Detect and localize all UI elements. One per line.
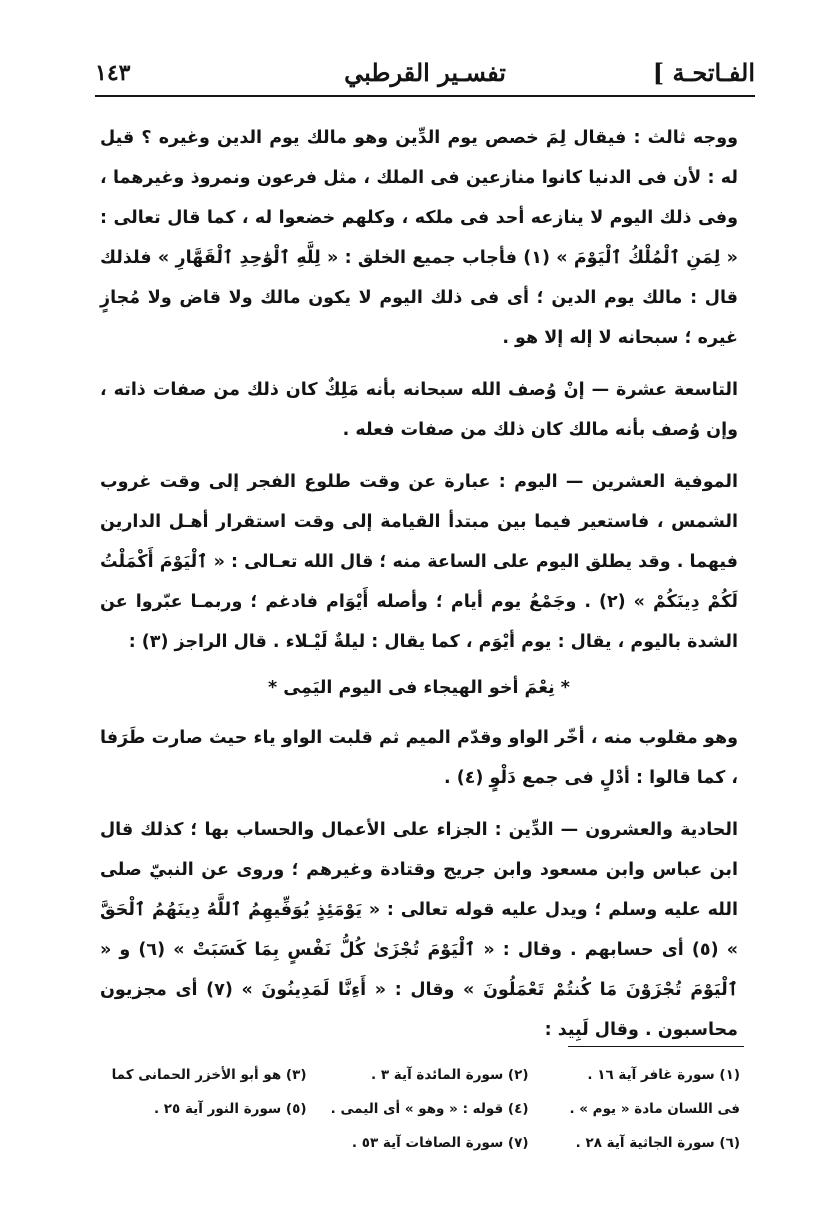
- page-number: ١٤٣: [95, 60, 131, 86]
- footnote: (٤) قوله : « وهو » أى اليمى .: [330, 1101, 529, 1117]
- paragraph-nineteenth: التاسعة عشرة — إنْ وُصف الله سبحانه بأنه مَلِكٌ كان ذلك من صفات ذاته ، وإن وُصف بأنه مالك كان ذلك من صفات فعله .: [100, 380, 738, 440]
- main-text: [100, 118, 738, 1062]
- verse-line: * نِعْمَ أخو الهيجاء فى اليوم اليَمِى *: [268, 678, 570, 698]
- footnote: [95, 1126, 306, 1160]
- paragraph-twenty-first: الحادية والعشرون — الدِّين : الجزاء على الأعمال والحساب بها ؛ كذلك قال ابن عباس وابن مسعود وابن جريج وقتادة وغيرهم ؛ وروى عن النبيّ صلى الله عليه وسلم ؛ ويدل عليه قوله تعالى : « يَوْمَئِذٍ يُوَفِّيهِمُ ٱللَّهُ دِينَهُمُ ٱلْحَقَّ » (٥) أى حسابهم . وقال : « ٱلْيَوْمَ تُجْزَىٰ كُلُّ نَفْسٍ بِمَا كَسَبَتْ » (٦) و « ٱلْيَوْمَ تُجْزَوْنَ مَا كُنتُمْ تَعْمَلُونَ » وقال : « أَءِنَّا لَمَدِينُونَ » (٧) أى مجزيون محاسبون . وقال لَبِيد :: [100, 820, 739, 1040]
- footnote-row: [95, 1126, 740, 1160]
- running-title: تفسـير القرطبي: [344, 58, 506, 87]
- page-header: [95, 52, 755, 92]
- footnotes: [95, 1058, 740, 1160]
- paragraph-twentieth: الموفية العشرين — اليوم : عبارة عن وقت طلوع الفجر إلى وقت غروب الشمس ، فاستعير فيما بين مبتدأ القيامة إلى وقت استقرار أهـل الدارين فيهما . وقد يطلق اليوم على الساعة منه ؛ قال الله تعـالى : « ٱلْيَوْمَ أَكْمَلْتُ لَكُمْ دِينَكُمْ » (٢) . وجَمْعُ يوم أيام ؛ وأصله أَيْوَام فادغم ؛ وربمـا عبّروا عن الشدة باليوم ، يقال : يوم أيْوَم ، كما يقال : ليلةٌ لَيْـلاء . قال الراجز (٣) :: [100, 472, 739, 652]
- footnote: (٧) سورة الصافات آية ٥٣ .: [351, 1135, 529, 1151]
- footnote: (١) سورة غافر آية ١٦ .: [587, 1067, 740, 1083]
- footnote-row: [95, 1092, 740, 1126]
- footnote: فى اللسان مادة « يوم » .: [569, 1101, 740, 1117]
- footnote-row: [95, 1058, 740, 1092]
- footnote-divider: [568, 1046, 744, 1047]
- paragraph-third-aspect: ووجه ثالث : فيقال لِمَ خصص يوم الدِّين وهو مالك يوم الدين وغيره ؟ قيل له : لأن فى الدنيا كانوا منازعين فى الملك ، مثل فرعون ونمروذ وغيرهما ، وفى ذلك اليوم لا ينازعه أحد فى ملكه ، وكلهم خضعوا له ، كما قال تعالى : « لِمَنِ ٱلْمُلْكُ ٱلْيَوْمَ » (١) فأجاب جميع الخلق : « لِلَّهِ ٱلْوَٰحِدِ ٱلْقَهَّارِ » فلذلك قال : مالك يوم الدين ؛ أى فى ذلك اليوم لا يكون مالك ولا قاض ولا مُجازٍ غيره ؛ سبحانه لا إله إلا هو .: [100, 128, 738, 348]
- footnote: (٣) هو أبو الأخزر الحمانى كما: [111, 1067, 307, 1083]
- footnote: (٦) سورة الجاثية آية ٢٨ .: [575, 1135, 740, 1151]
- paragraph-inversion: وهو مقلوب منه ، أخّر الواو وقدّم الميم ثم قلبت الواو ياء حيث صارت طَرَفا ، كما قالوا : أدْلٍ فى جمع دَلْوٍ (٤) .: [100, 728, 738, 788]
- section-title: الفـاتحـة ]: [652, 58, 755, 87]
- footnote: (٥) سورة النور آية ٢٥ .: [153, 1101, 307, 1117]
- footnote: (٢) سورة المائدة آية ٣ .: [371, 1067, 529, 1083]
- header-divider: [95, 95, 755, 97]
